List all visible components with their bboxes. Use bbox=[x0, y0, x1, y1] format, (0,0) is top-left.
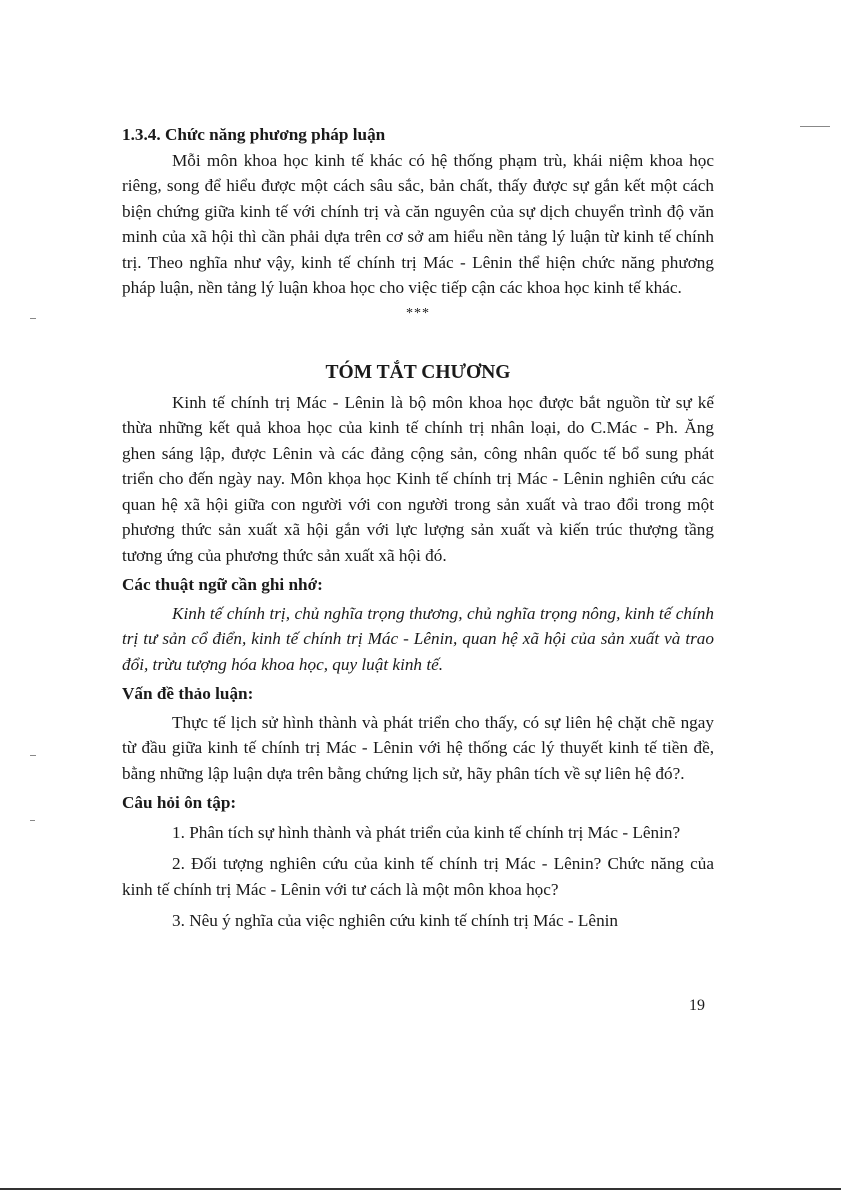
review-heading: Câu hỏi ôn tập: bbox=[122, 793, 237, 812]
discussion-text: Thực tế lịch sử hình thành và phát triển cho thấy, có sự liên hệ chặt chẽ ngay từ đầu giữa kinh tế chính trị Mác - Lênin với hệ thống các lý thuyết kinh tế tiền đề, bằng những lập luận dựa trên bằng chứng lịch sử, hãy phân tích về sự liên hệ đó?. bbox=[122, 712, 714, 783]
section-paragraph: Mỗi môn khoa học kinh tế khác có hệ thống phạm trù, khái niệm khoa học riêng, song để hiểu được một cách sâu sắc, bản chất, thấy được sự gắn kết một cách biện chứng giữa kinh tế với chính trị và căn nguyên của sự dịch chuyển trình độ văn minh của xã hội thì cần phải dựa trên cơ sở am hiểu nền tảng lý luận từ kinh tế chính trị. Theo nghĩa như vậy, kinh tế chính trị Mác - Lênin thể hiện chức năng phương pháp luận, nền tảng lý luận khoa học cho việc tiếp cận các khoa học kinh tế khác. bbox=[122, 150, 714, 297]
review-question-3: 3. Nêu ý nghĩa của việc nghiên cứu kinh tế chính trị Mác - Lênin bbox=[172, 911, 619, 930]
review-question-1: 1. Phân tích sự hình thành và phát triển của kinh tế chính trị Mác - Lênin? bbox=[172, 822, 681, 842]
terms-text: Kinh tế chính trị, chủ nghĩa trọng thương, chủ nghĩa trọng nông, kinh tế chính trị tư sản cổ điển, kinh tế chính trị Mác - Lênin, quan hệ xã hội của sản xuất và trao đổi, trừu tượng hóa khoa học, quy luật kinh tế. bbox=[122, 603, 714, 674]
separator-stars: *** bbox=[406, 305, 430, 321]
discussion-heading: Vấn đề thảo luận: bbox=[122, 684, 254, 703]
page-number: 19 bbox=[689, 997, 705, 1014]
scan-mark bbox=[800, 126, 830, 127]
scan-mark bbox=[30, 318, 36, 319]
review-question-2: 2. Đối tượng nghiên cứu của kinh tế chính trị Mác - Lênin? Chức năng của kinh tế chính trị Mác - Lênin với tư cách là một môn khoa học? bbox=[122, 854, 714, 899]
page-bottom-border bbox=[0, 1188, 841, 1190]
page-content bbox=[122, 122, 714, 934]
section-heading: 1.3.4. Chức năng phương pháp luận bbox=[122, 125, 386, 144]
chapter-summary-title: TÓM TẮT CHƯƠNG bbox=[325, 362, 511, 383]
scan-mark bbox=[30, 820, 35, 821]
summary-paragraph: Kinh tế chính trị Mác - Lênin là bộ môn khoa học được bắt nguồn từ sự kế thừa những kết quả khoa học của kinh tế chính trị nhân loại, do C.Mác - Ph. Ăng ghen sáng lập, được Lênin và các đảng cộng sản, công nhân quốc tế bổ sung phát triển cho đến ngày nay. Môn khọa học Kinh tế chính trị Mác - Lênin nghiên cứu các quan hệ xã hội giữa con người với con người trong sản xuất và trao đổi trong một phương thức sản xuất xã hội gắn với lực lượng sản xuất và kiến trúc thượng tầng tương ứng của phương thức sản xuất xã hội đó. bbox=[122, 392, 714, 565]
scan-mark bbox=[30, 755, 36, 756]
terms-heading: Các thuật ngữ cần ghi nhớ: bbox=[122, 575, 323, 594]
